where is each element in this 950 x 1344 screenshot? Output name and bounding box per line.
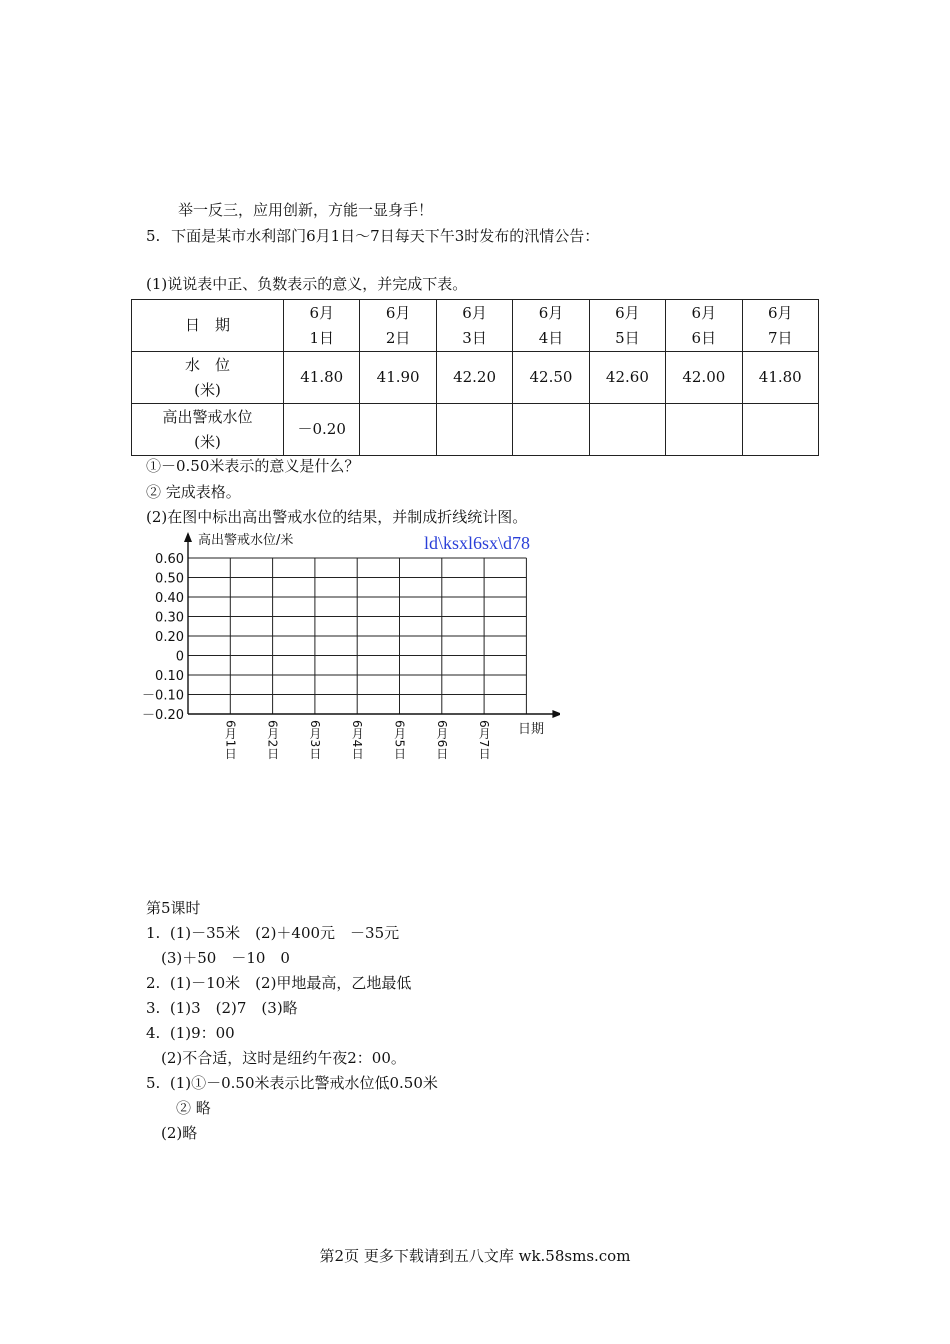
y-tick-label: 0 xyxy=(175,649,184,665)
date-month: 6月 xyxy=(309,303,334,322)
question-number: 5. xyxy=(146,227,161,245)
watermark-link[interactable]: ld\ksxl6sx\d78 xyxy=(424,533,531,553)
answer-line: ② 略 xyxy=(146,1099,211,1117)
water-level-cell: 41.90 xyxy=(360,352,436,404)
date-day: 6日 xyxy=(691,328,717,347)
date-cell xyxy=(666,300,742,352)
answer-line: 5. (1)①－0.50米表示比警戒水位低0.50米 xyxy=(146,1074,438,1092)
water-level-cell: 41.80 xyxy=(742,352,818,404)
date-cell xyxy=(589,300,665,352)
date-month: 6月 xyxy=(767,303,793,322)
date-month: 6月 xyxy=(538,303,564,322)
date-day: 3日 xyxy=(462,328,487,347)
x-tick-label: 6月2日 xyxy=(265,720,280,760)
chart-grid xyxy=(188,558,526,714)
y-axis-arrow xyxy=(184,532,192,542)
water-level-cell: 41.80 xyxy=(284,352,360,404)
x-axis-arrow xyxy=(552,710,560,718)
date-day: 1日 xyxy=(309,328,334,347)
answer-line: 4. (1)9：00 xyxy=(146,1024,235,1042)
x-tick-label: 6月7日 xyxy=(477,720,492,760)
water-level-cell: 42.20 xyxy=(436,352,512,404)
line-chart xyxy=(140,528,560,773)
above-warning-row xyxy=(132,404,819,456)
water-level-row xyxy=(132,352,819,404)
x-tick-label: 6月5日 xyxy=(392,720,407,760)
above-warning-cell[interactable] xyxy=(436,404,512,456)
y-tick-label: －0.10 xyxy=(142,688,184,704)
row-label xyxy=(132,404,284,456)
date-day: 7日 xyxy=(767,328,793,347)
flood-table xyxy=(131,299,819,456)
above-warning-cell[interactable] xyxy=(360,404,436,456)
above-warning-cell: －0.20 xyxy=(284,404,360,456)
x-tick-labels xyxy=(223,720,491,759)
question-line xyxy=(146,226,599,246)
x-tick-label: 6月3日 xyxy=(307,720,322,760)
answers-title: 第5课时 xyxy=(146,899,201,917)
date-month: 6月 xyxy=(462,303,487,322)
water-level-cell: 42.50 xyxy=(513,352,589,404)
row-label-unit: (米) xyxy=(194,380,221,399)
date-day: 4日 xyxy=(538,328,564,347)
answer-line: 2. (1)－10米 (2)甲地最高，乙地最低 xyxy=(146,974,412,992)
date-day: 5日 xyxy=(615,328,640,347)
x-tick-label: 6月1日 xyxy=(223,720,238,760)
row-label-main: 水 位 xyxy=(184,355,230,374)
y-tick-label: 0.10 xyxy=(155,669,184,684)
y-tick-label: －0.20 xyxy=(142,708,184,723)
date-month: 6月 xyxy=(691,303,717,322)
row-label xyxy=(132,352,284,404)
water-level-cell: 42.60 xyxy=(589,352,665,404)
chart-axes xyxy=(184,532,560,718)
x-tick-label: 6月6日 xyxy=(434,720,449,760)
answer-line: (2)不合适，这时是纽约午夜2：00。 xyxy=(146,1049,406,1067)
row-label-main: 高出警戒水位 xyxy=(162,407,253,426)
above-warning-cell[interactable] xyxy=(513,404,589,456)
above-warning-cell[interactable] xyxy=(742,404,818,456)
date-month: 6月 xyxy=(385,303,411,322)
y-tick-label: 0.60 xyxy=(155,552,184,567)
date-month: 6月 xyxy=(615,303,640,322)
x-tick-label: 6月4日 xyxy=(350,720,365,760)
answer-line: 3. (1)3 (2)7 (3)略 xyxy=(146,999,298,1017)
x-axis-label: 日期 xyxy=(518,722,545,737)
table-header-row xyxy=(132,300,819,352)
date-cell xyxy=(436,300,512,352)
row-label-unit: (米) xyxy=(194,432,221,451)
y-tick-label: 0.50 xyxy=(155,571,184,587)
y-tick-label: 0.20 xyxy=(155,630,184,645)
y-tick-labels xyxy=(142,552,184,723)
sub-question-2: ② 完成表格。 xyxy=(146,483,241,501)
part2-line: (2)在图中标出高出警戒水位的结果，并制成折线统计图。 xyxy=(146,508,528,526)
y-tick-label: 0.30 xyxy=(155,610,184,626)
date-cell xyxy=(360,300,436,352)
page-footer: 第2页 更多下载请到五八文库 wk.58sms.com xyxy=(319,1247,631,1265)
answer-line: (3)＋50 －10 0 xyxy=(146,949,290,967)
above-warning-cell[interactable] xyxy=(589,404,665,456)
part1-line: (1)说说表中正、负数表示的意义，并完成下表。 xyxy=(146,275,468,293)
date-cell xyxy=(742,300,818,352)
header-label: 日 期 xyxy=(132,300,284,352)
intro-line: 举一反三，应用创新，方能一显身手！ xyxy=(178,201,434,219)
date-cell xyxy=(284,300,360,352)
date-cell xyxy=(513,300,589,352)
question-text: 下面是某市水利部门6月1日～7日每天下午3时发布的汛情公告： xyxy=(171,227,600,245)
answer-line: (2)略 xyxy=(146,1124,198,1142)
y-tick-label: 0.40 xyxy=(155,591,184,606)
y-axis-label: 高出警戒水位/米 xyxy=(198,533,294,548)
water-level-cell: 42.00 xyxy=(666,352,742,404)
date-day: 2日 xyxy=(385,328,411,347)
above-warning-cell[interactable] xyxy=(666,404,742,456)
answer-line: 1. (1)－35米 (2)＋400元 －35元 xyxy=(146,924,400,942)
sub-question-1: ①－0.50米表示的意义是什么？ xyxy=(146,457,360,475)
